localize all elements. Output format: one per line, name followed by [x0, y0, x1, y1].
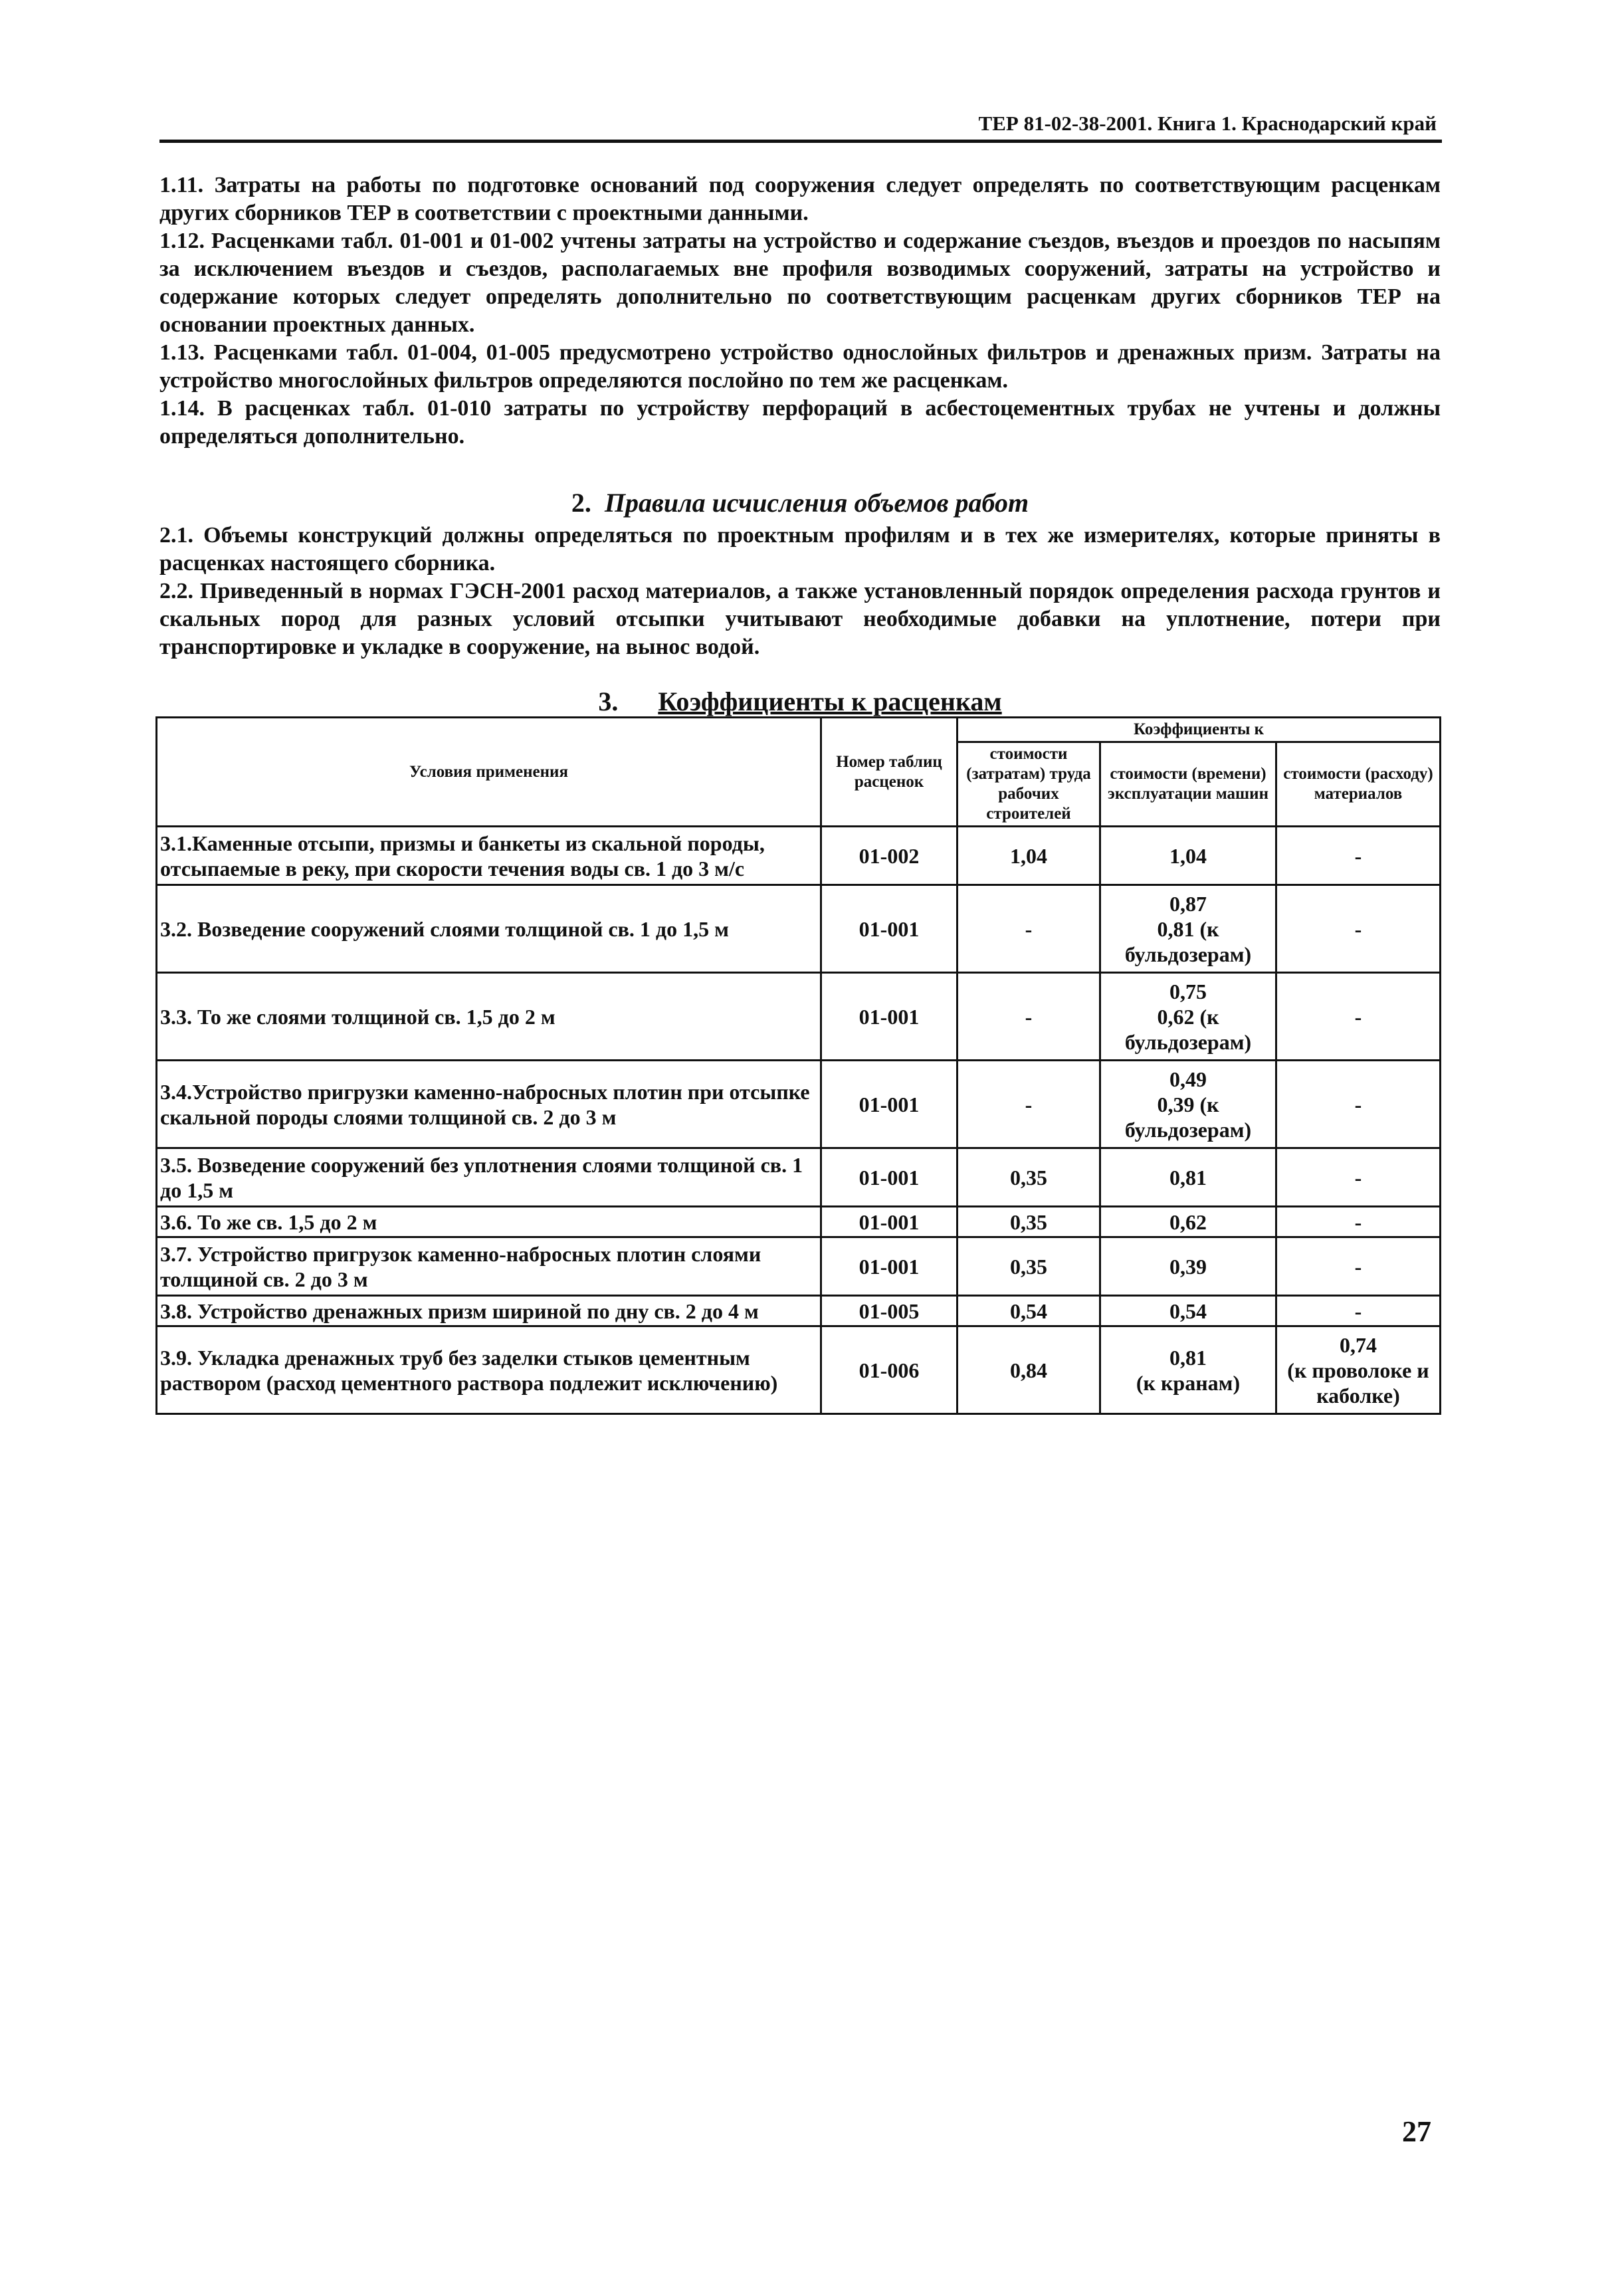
machines-line: 0,81 [1169, 1345, 1207, 1370]
section-3-number: 3. [598, 686, 619, 716]
materials-line: (к проволоке и каболке) [1287, 1358, 1429, 1408]
materials-line: - [1354, 1299, 1362, 1323]
header-text: ТЕР 81-02-38-2001. Книга 1. Краснодарский край [978, 112, 1437, 135]
section-2-text [159, 522, 1441, 661]
cell-materials [1276, 1061, 1441, 1148]
materials-line: - [1354, 1092, 1362, 1116]
table-row [157, 1207, 1441, 1237]
cell-table-number: 01-001 [821, 973, 958, 1061]
cell-labor: 0,35 [958, 1148, 1100, 1207]
section-1-text [159, 171, 1441, 451]
section-2-heading [159, 487, 1441, 518]
coefficients-table [155, 716, 1441, 1415]
cell-materials [1276, 1326, 1441, 1414]
table-row [157, 1237, 1441, 1296]
table-row [157, 1326, 1441, 1414]
machines-line: 0,39 (к бульдозерам) [1124, 1092, 1252, 1142]
cell-materials [1276, 1296, 1441, 1326]
cell-machines [1100, 1061, 1276, 1148]
paragraph-1-13: 1.13. Расценками табл. 01-004, 01-005 предусмотрено устройство однослойных фильтров и дренажных призм. Затраты на устройство многослойных фильтров определяются послойно по тем же расценкам. [159, 340, 1441, 393]
cell-machines [1100, 1148, 1276, 1207]
cell-table-number: 01-005 [821, 1296, 958, 1326]
table-row [157, 827, 1441, 885]
cell-conditions: 3.5. Возведение сооружений без уплотнения слоями толщиной св. 1 до 1,5 м [157, 1148, 821, 1207]
cell-materials [1276, 885, 1441, 973]
header-table-number: Номер таблиц расценок [821, 718, 958, 827]
table-row [157, 1061, 1441, 1148]
cell-conditions: 3.8. Устройство дренажных призм шириной по дну св. 2 до 4 м [157, 1296, 821, 1326]
cell-materials [1276, 1237, 1441, 1296]
header-coefficients: Коэффициенты к [958, 718, 1441, 742]
cell-labor: 0,35 [958, 1207, 1100, 1237]
header-machines: стоимости (времени) эксплуатации машин [1100, 742, 1276, 827]
cell-labor: 0,84 [958, 1326, 1100, 1414]
cell-conditions: 3.6. То же св. 1,5 до 2 м [157, 1207, 821, 1237]
machines-line: 0,54 [1169, 1299, 1207, 1323]
table-row [157, 1296, 1441, 1326]
header-conditions: Условия применения [157, 718, 821, 827]
cell-conditions: 3.4.Устройство пригрузки каменно-набросных плотин при отсыпке скальной породы слоями толщиной св. 2 до 3 м [157, 1061, 821, 1148]
cell-machines [1100, 1237, 1276, 1296]
header-labor: стоимости (затратам) труда рабочих строителей [958, 742, 1100, 827]
machines-line: 0,49 [1169, 1067, 1207, 1091]
cell-machines [1100, 1207, 1276, 1237]
machines-line: 0,39 [1169, 1254, 1207, 1279]
cell-labor: - [958, 885, 1100, 973]
cell-table-number: 01-001 [821, 1237, 958, 1296]
cell-labor: 0,54 [958, 1296, 1100, 1326]
cell-table-number: 01-001 [821, 885, 958, 973]
cell-table-number: 01-001 [821, 1061, 958, 1148]
cell-machines [1100, 885, 1276, 973]
running-header [159, 112, 1442, 143]
table-row [157, 885, 1441, 973]
materials-line: - [1354, 843, 1362, 868]
materials-line: - [1354, 1165, 1362, 1190]
materials-line: - [1354, 1209, 1362, 1234]
cell-table-number: 01-001 [821, 1148, 958, 1207]
section-3-heading [159, 686, 1441, 717]
paragraph-1-11: 1.11. Затраты на работы по подготовке оснований под сооружения следует определять по соответствующим расценкам других сборников ТЕР в соответствии с проектными данными. [159, 173, 1441, 225]
cell-conditions: 3.9. Укладка дренажных труб без заделки стыков цементным раствором (расход цементного раствора подлежит исключению) [157, 1326, 821, 1414]
table-row [157, 1148, 1441, 1207]
paragraph-1-14: 1.14. В расценках табл. 01-010 затраты по устройству перфораций в асбестоцементных трубах не учтены и должны определяться дополнительно. [159, 396, 1441, 449]
machines-line: 0,81 (к бульдозерам) [1124, 916, 1252, 966]
paragraph-2-2: 2.2. Приведенный в нормах ГЭСН-2001 расход материалов, а также установленный порядок определения расхода грунтов и скальных пород для разных условий отсыпки учитывают необходимые добавки на уплотнение, потери при транспортировке и укладке в сооружение, на вынос водой. [159, 579, 1441, 659]
machines-line: (к кранам) [1136, 1370, 1241, 1395]
machines-line: 0,75 [1169, 979, 1207, 1003]
machines-line: 0,62 (к бульдозерам) [1124, 1004, 1252, 1054]
cell-materials [1276, 827, 1441, 885]
cell-conditions: 3.2. Возведение сооружений слоями толщиной св. 1 до 1,5 м [157, 885, 821, 973]
section-3-title: Коэффициенты к расценкам [658, 686, 1002, 716]
cell-machines [1100, 1296, 1276, 1326]
cell-materials [1276, 1207, 1441, 1237]
cell-labor: - [958, 1061, 1100, 1148]
cell-table-number: 01-006 [821, 1326, 958, 1414]
cell-materials [1276, 973, 1441, 1061]
cell-labor: - [958, 973, 1100, 1061]
header-materials: стоимости (расходу) материалов [1276, 742, 1441, 827]
materials-line: - [1354, 1004, 1362, 1029]
machines-line: 0,81 [1169, 1165, 1207, 1190]
cell-machines [1100, 1326, 1276, 1414]
cell-materials [1276, 1148, 1441, 1207]
machines-line: 1,04 [1169, 843, 1207, 868]
cell-machines [1100, 973, 1276, 1061]
materials-line: 0,74 [1340, 1332, 1377, 1357]
section-2-number: 2. [571, 488, 591, 518]
cell-labor: 0,35 [958, 1237, 1100, 1296]
paragraph-2-1: 2.1. Объемы конструкций должны определяться по проектным профилям и в тех же измерителях, которые приняты в расценках настоящего сборника. [159, 523, 1441, 575]
cell-machines [1100, 827, 1276, 885]
cell-conditions: 3.3. То же слоями толщиной св. 1,5 до 2 м [157, 973, 821, 1061]
cell-table-number: 01-001 [821, 1207, 958, 1237]
cell-table-number: 01-002 [821, 827, 958, 885]
cell-conditions: 3.7. Устройство пригрузок каменно-набросных плотин слоями толщиной св. 2 до 3 м [157, 1237, 821, 1296]
materials-line: - [1354, 916, 1362, 941]
section-2-title: Правила исчисления объемов работ [604, 488, 1029, 518]
table-header-row [157, 718, 1441, 742]
materials-line: - [1354, 1254, 1362, 1279]
machines-line: 0,62 [1169, 1209, 1207, 1234]
cell-labor: 1,04 [958, 827, 1100, 885]
page-number: 27 [1402, 2115, 1431, 2148]
table-row [157, 973, 1441, 1061]
cell-conditions: 3.1.Каменные отсыпи, призмы и банкеты из скальной породы, отсыпаемые в реку, при скорости течения воды св. 1 до 3 м/с [157, 827, 821, 885]
paragraph-1-12: 1.12. Расценками табл. 01-001 и 01-002 учтены затраты на устройство и содержание съездов, въездов и проездов по насыпям за исключением въездов и съездов, располагаемых вне профиля возводимых сооружений, затраты на устройство и содержание которых следует определять дополнительно по соответствующим расценкам других сборников ТЕР на основании проектных данных. [159, 229, 1441, 337]
machines-line: 0,87 [1169, 891, 1207, 916]
